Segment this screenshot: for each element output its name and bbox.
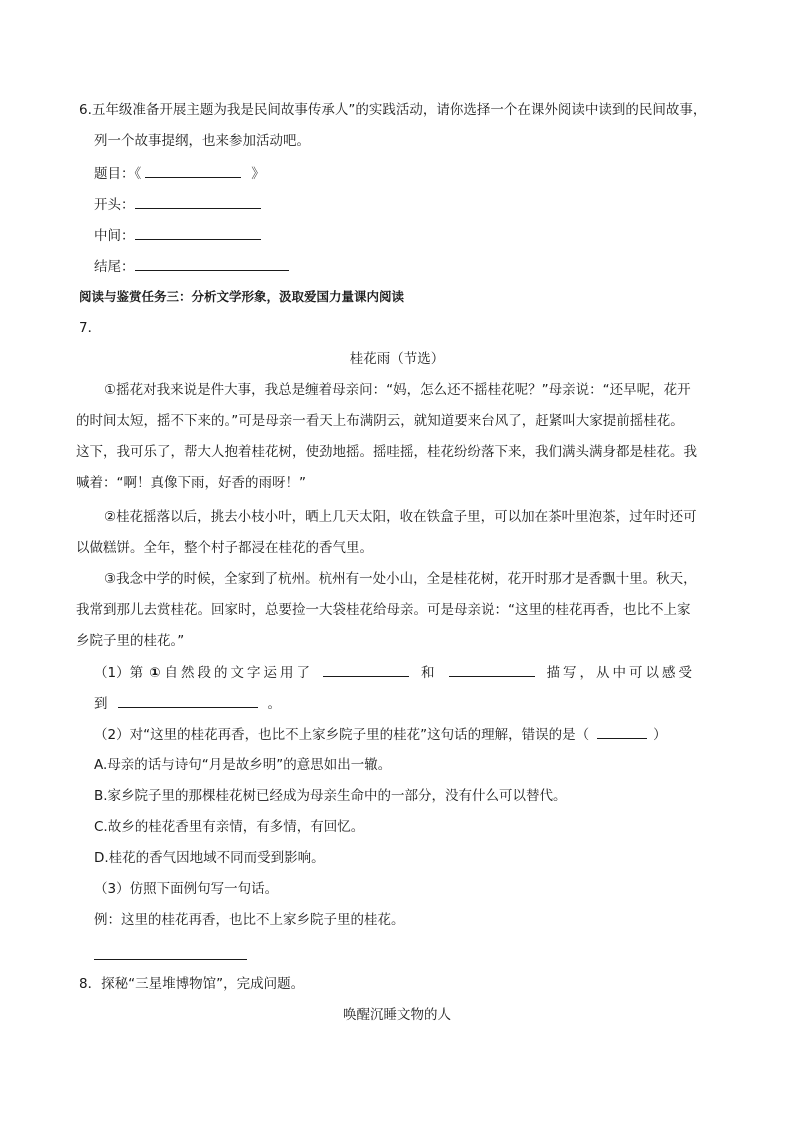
q7-p1-line-3: 这下，我可乐了，帮大人抱着桂花树，使劲地摇。摇哇摇，桂花纷纷落下来，我们满头满身都是桂花。我 bbox=[76, 444, 697, 460]
q7-sub3-example: 例：这里的桂花再香，也比不上家乡院子里的桂花。 bbox=[94, 912, 405, 928]
q7-p3-line-1: ③我念中学的时候，全家到了杭州。杭州有一处小山，全是桂花树，花开时那才是香飘十里。秋天， bbox=[104, 571, 697, 587]
q7-sub1-part-e: 描写，从中可以感受 bbox=[546, 665, 696, 681]
q6-prompt-line-2: 列一个故事提纲，也来参加活动吧。 bbox=[94, 133, 310, 149]
q7-p1-line-2: 的时间太短，摇不下来的。”可是母亲一看天上布满阴云，就知道要来台风了，赶紧叫大家提前摇桂花。 bbox=[76, 413, 684, 429]
q7-sub2-row bbox=[94, 724, 667, 744]
q7-sub1-blank-2[interactable] bbox=[449, 662, 535, 677]
q6-middle-blank[interactable] bbox=[135, 225, 261, 240]
q6-title-blank[interactable] bbox=[145, 163, 241, 178]
q6-middle-row bbox=[94, 225, 261, 245]
q7-p3-line-3: 乡院子里的桂花。” bbox=[76, 633, 185, 649]
q6-prompt-line-1: 6.五年级准备开展主题为我是民间故事传承人”的实践活动，请你选择一个在课外阅读中读到的民间故事， bbox=[79, 102, 707, 118]
q6-title-label: 题目：《 bbox=[94, 166, 142, 182]
q7-sub2-close: ） bbox=[653, 727, 667, 743]
q7-sub2-question: （2）对“这里的桂花再香，也比不上家乡院子里的桂花”这句话的理解，错误的是（ bbox=[94, 727, 590, 743]
q7-sub1-part-g: 。 bbox=[267, 696, 281, 712]
section-heading: 阅读与鉴赏任务三：分析文学形象，汲取爱国力量课内阅读 bbox=[79, 289, 405, 304]
q7-sub1-blank-3[interactable] bbox=[118, 693, 258, 708]
q7-sub2-option-d: D.桂花的香气因地域不同而受到影响。 bbox=[94, 850, 325, 866]
q6-title-close: 》 bbox=[251, 166, 265, 182]
q7-number: 7． bbox=[79, 320, 102, 336]
q7-sub1-part-c: 自然段的文字运用了 bbox=[164, 665, 314, 681]
q7-p3-line-2: 我常到那儿去赏桂花。回家时，总要捡一大袋桂花给母亲。可是母亲说：“这里的桂花再香，也比不上家 bbox=[76, 602, 691, 618]
q7-sub2-option-c: C.故乡的桂花香里有亲情，有多情，有回忆。 bbox=[94, 819, 365, 835]
q7-sub1-row-1 bbox=[94, 662, 695, 682]
q6-start-row bbox=[94, 194, 261, 214]
q7-sub2-option-a: A.母亲的话与诗句“月是故乡明”的意思如出一辙。 bbox=[94, 757, 392, 773]
q7-sub1-part-b: ① bbox=[149, 665, 161, 681]
q7-p1-line-4: 喊着：“啊！真像下雨，好香的雨呀！” bbox=[76, 475, 306, 491]
q8-prompt: 8．探秘“三星堆博物馆”，完成问题。 bbox=[79, 976, 305, 992]
q6-end-label: 结尾： bbox=[94, 259, 135, 275]
q7-passage-title: 桂花雨（节选） bbox=[349, 351, 445, 367]
q8-passage-title: 唤醒沉睡文物的人 bbox=[343, 1007, 451, 1023]
q6-title-row bbox=[94, 163, 265, 183]
q7-p2-line-1: ②桂花摇落以后，挑去小枝小叶，晒上几天太阳，收在铁盒子里，可以加在茶叶里泡茶，过年时还可 bbox=[104, 509, 697, 525]
q6-end-blank[interactable] bbox=[135, 256, 289, 271]
q7-sub2-option-b: B.家乡院子里的那棵桂花树已经成为母亲生命中的一部分，没有什么可以替代。 bbox=[94, 788, 567, 804]
q7-sub3-answer-blank[interactable] bbox=[94, 958, 247, 960]
q7-sub1-part-f: 到 bbox=[94, 696, 108, 712]
q7-sub3-question: （3）仿照下面例句写一句话。 bbox=[94, 881, 279, 897]
q7-sub1-blank-1[interactable] bbox=[323, 662, 409, 677]
q7-p2-line-2: 以做糕饼。全年，整个村子都浸在桂花的香气里。 bbox=[76, 540, 373, 556]
q7-sub2-answer-blank[interactable] bbox=[597, 724, 647, 739]
q7-sub1-part-a: （1）第 bbox=[94, 665, 144, 681]
q6-middle-label: 中间： bbox=[94, 228, 135, 244]
q7-sub1-row-2 bbox=[94, 693, 281, 713]
q6-end-row bbox=[94, 256, 289, 276]
q7-sub1-part-d: 和 bbox=[421, 665, 435, 681]
q6-start-label: 开头： bbox=[94, 197, 135, 213]
q7-p1-line-1: ①摇花对我来说是件大事，我总是缠着母亲问：“妈，怎么还不摇桂花呢？”母亲说：“还早呢，花开 bbox=[104, 382, 691, 398]
q6-start-blank[interactable] bbox=[135, 194, 261, 209]
